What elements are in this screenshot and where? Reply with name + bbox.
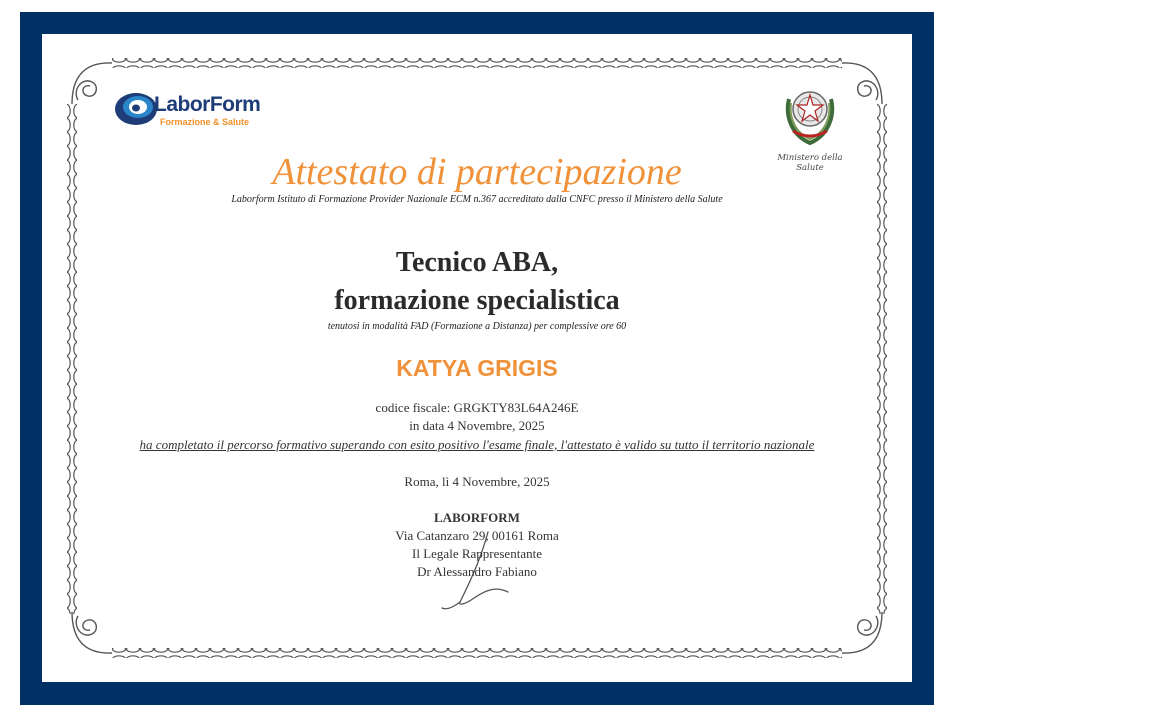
course-mode-line: tenutosi in modalità FAD (Formazione a Distanza) per complessive ore 60 <box>327 321 627 332</box>
provider-line: Laborform Istituto di Formazione Provider Nazionale ECM n.367 accreditato dalla CNFC presso il Ministero della Salute <box>231 194 723 205</box>
certificate-title: Attestato di partecipazione <box>272 151 682 193</box>
course-title-line2: formazione specialistica <box>334 285 620 316</box>
issuer-role: Il Legale Rappresentante <box>412 546 542 561</box>
logo-wordmark: LaborForm <box>154 93 261 116</box>
certificate-paper <box>42 34 912 682</box>
place-and-date: Roma, lì 4 Novembre, 2025 <box>404 474 550 489</box>
issuer-address: Via Catanzaro 29, 00161 Roma <box>395 528 559 543</box>
issuer-representative: Dr Alessandro Fabiano <box>417 564 537 579</box>
ministry-label: Ministero della Salute <box>777 153 843 173</box>
issuer-organization: LABORFORM <box>434 510 520 525</box>
course-title-line1: Tecnico ABA, <box>395 247 559 278</box>
certificate-content <box>42 34 912 682</box>
italian-republic-emblem-icon <box>781 79 839 149</box>
certificate-frame <box>20 12 934 705</box>
laborform-logo <box>114 86 284 136</box>
completion-statement: ha completato il percorso formativo superando con esito positivo l'esame finale, l'attestato è valido su tutto il territorio nazionale <box>139 437 815 452</box>
course-title <box>42 244 912 320</box>
logo-tagline: Formazione & Salute <box>160 117 250 127</box>
recipient-name: KATYA GRIGIS <box>396 355 558 381</box>
fiscal-code: codice fiscale: GRGKTY83L64A246E <box>375 400 579 415</box>
completion-date: in data 4 Novembre, 2025 <box>409 418 545 433</box>
